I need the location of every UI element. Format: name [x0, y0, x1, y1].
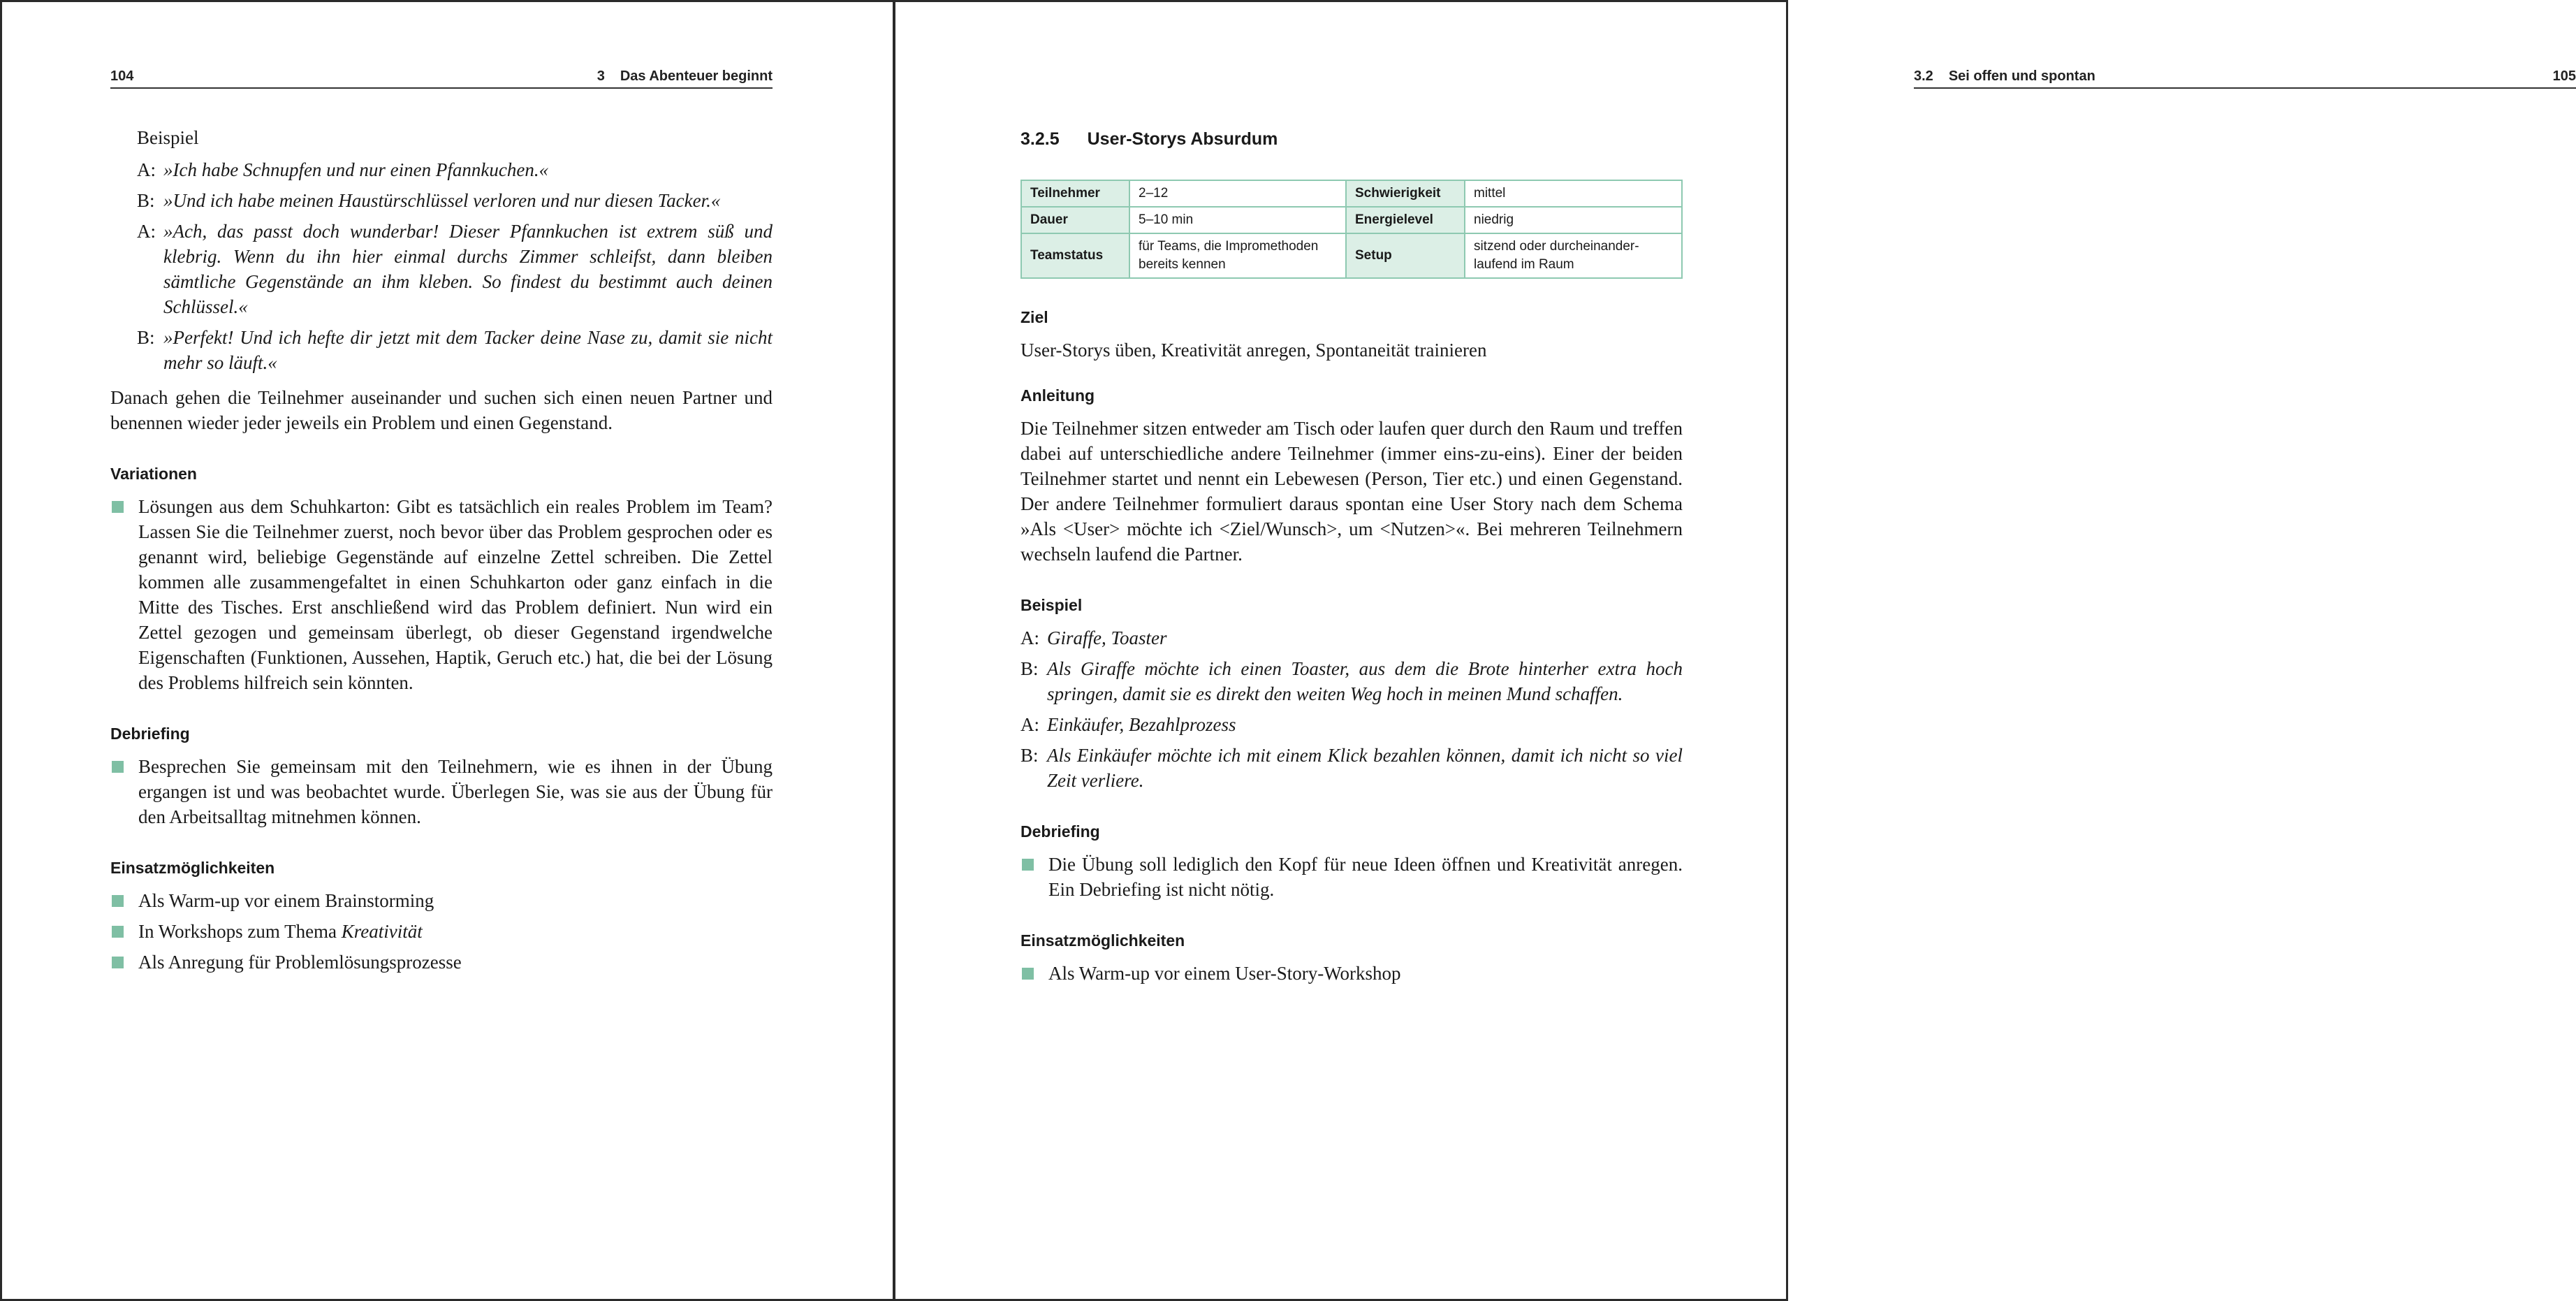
- exercise-title: [1020, 126, 1683, 152]
- bullet-square-icon: [112, 895, 124, 907]
- uses-heading: Einsatzmöglichkeiten: [110, 859, 275, 877]
- bullet-text: Als Warm-up vor einem Brainstorming: [138, 890, 434, 911]
- dialogue-text: »Und ich habe meinen Haustürschlüssel verloren und nur diesen Tacker.«: [163, 190, 721, 211]
- bullet-text-prefix: In Workshops zum Thema: [138, 921, 342, 942]
- table-value: 2–12: [1129, 180, 1346, 207]
- bullet-item: [110, 494, 773, 695]
- goal-heading: Ziel: [1020, 308, 1048, 326]
- left-content: [110, 125, 773, 980]
- instructions-heading: Anleitung: [1020, 386, 1095, 405]
- debriefing-heading: Debriefing: [110, 725, 190, 743]
- bullet-square-icon: [112, 926, 124, 938]
- table-key: Teamstatus: [1021, 233, 1129, 278]
- left-page: [0, 0, 895, 1301]
- dialogue-text: Als Einkäufer möchte ich mit einem Klick bezahlen können, damit ich nicht so viel Zeit verliere.: [1047, 745, 1683, 791]
- chapter-title: Das Abenteuer beginnt: [620, 68, 773, 84]
- table-row: [1021, 233, 1682, 278]
- dialogue-text: Giraffe, Toaster: [1047, 627, 1167, 648]
- dialogue-speaker: B:: [1020, 745, 1039, 766]
- bullet-item: [1020, 852, 1683, 902]
- dialogue-text: »Ich habe Schnupfen und nur einen Pfannkuchen.«: [163, 159, 549, 180]
- left-page-number: 104: [110, 68, 134, 84]
- section-number: 3.2: [1914, 68, 1933, 84]
- left-chapter-heading: [597, 68, 773, 85]
- bullet-item: [110, 950, 773, 975]
- bullet-square-icon: [112, 957, 124, 968]
- bullet-item: [110, 888, 773, 913]
- bullet-square-icon: [1022, 859, 1034, 871]
- dialogue-speaker: A:: [137, 159, 156, 180]
- dialogue-line: [1020, 712, 1683, 737]
- bullet-text: Als Warm-up vor einem User-Story-Workshop: [1048, 963, 1401, 984]
- goal-text: User-Storys üben, Kreativität anregen, Spontaneität trainieren: [1020, 340, 1487, 361]
- table-key: Setup: [1346, 233, 1465, 278]
- table-value: für Teams, die Impromethoden bereits kennen: [1129, 233, 1346, 278]
- dialogue-speaker: A:: [1020, 714, 1039, 735]
- dialogue-text: »Ach, das passt doch wunderbar! Dieser Pfannkuchen ist extrem süß und klebrig. Wenn du ihn hier einmal durchs Zimmer schleifst, dann bleiben sämtliche Gegenstände an ihm kleben. So findest du bestimmt auch deinen Schlüssel.«: [163, 221, 773, 317]
- dialogue-speaker: A:: [1020, 627, 1039, 648]
- dialogue-line: [137, 325, 773, 375]
- table-row: [1021, 180, 1682, 207]
- right-section-heading: [1914, 68, 2095, 85]
- variations-heading: Variationen: [110, 465, 197, 483]
- section-title: Sei offen und spontan: [1948, 68, 2095, 84]
- table-key: Dauer: [1021, 207, 1129, 233]
- bullet-text: Besprechen Sie gemeinsam mit den Teilnehmern, wie es ihnen in der Übung ergangen ist und was beobachtet wurde. Überlegen Sie, was sie aus der Übung für den Arbeitsalltag mitnehmen können.: [138, 756, 773, 827]
- dialogue-line: [137, 188, 773, 213]
- bullet-text: [138, 919, 773, 944]
- dialogue-line: [1020, 656, 1683, 706]
- right-content: [1020, 126, 1683, 991]
- bullet-text: Die Übung soll lediglich den Kopf für neue Ideen öffnen und Kreativität anregen. Ein Debriefing ist nicht nötig.: [1048, 854, 1683, 900]
- exercise-info-table: [1020, 180, 1683, 279]
- instructions-text: Die Teilnehmer sitzen entweder am Tisch oder laufen quer durch den Raum und treffen dabei auf unterschiedliche andere Teilnehmer (immer eins-zu-eins). Einer der beiden Teilnehmer startet und nennt ein Lebewesen (Person, Tier etc.) und einen Gegenstand. Der andere Teilnehmer formuliert daraus spontan eine User Story nach dem Schema »Als <User> möchte ich <Ziel/Wunsch>, um <Nutzen>«. Bei mehreren Teilnehmern wechseln laufend die Partner.: [1020, 418, 1683, 565]
- uses-heading: Einsatzmöglichkeiten: [1020, 931, 1185, 950]
- table-key: Energielevel: [1346, 207, 1465, 233]
- dialogue-text: Einkäufer, Bezahlprozess: [1047, 714, 1236, 735]
- right-page-number: 105: [2552, 68, 2576, 84]
- right-running-header: [1914, 65, 2576, 89]
- table-value: sitzend oder durcheinander-laufend im Raum: [1465, 233, 1682, 278]
- debriefing-heading: Debriefing: [1020, 822, 1100, 841]
- body-paragraph: Danach gehen die Teilnehmer auseinander und suchen sich einen neuen Partner und benennen wieder jeder jeweils ein Problem und einen Gegenstand.: [110, 387, 773, 433]
- exercise-number: 3.2.5: [1020, 129, 1060, 149]
- dialogue-line: [1020, 625, 1683, 650]
- bullet-item: [1020, 961, 1683, 986]
- table-key: Teilnehmer: [1021, 180, 1129, 207]
- bullet-item: [110, 919, 773, 944]
- dialogue-text: »Perfekt! Und ich hefte dir jetzt mit dem Tacker deine Nase zu, damit sie nicht mehr so läuft.«: [163, 327, 773, 373]
- bullet-text: Lösungen aus dem Schuhkarton: Gibt es tatsächlich ein reales Problem im Team? Lassen Sie die Teilnehmer zuerst, noch bevor über das Problem gesprochen oder es genannt wird, beliebige Gegenstände auf einzelne Zettel schreiben. Die Zettel kommen alle zusammengefaltet in einen Schuhkarton oder ganz einfach in die Mitte des Tisches. Erst anschließend wird das Problem definiert. Nun wird ein Zettel gezogen und gemeinsam überlegt, ob dieser Gegenstand irgendwelche Eigenschaften (Funktionen, Aussehen, Haptik, Geruch etc.) hat, die bei der Lösung des Problems hilfreich sein könnten.: [138, 496, 773, 693]
- chapter-number: 3: [597, 68, 605, 84]
- bullet-text: Als Anregung für Problemlösungsprozesse: [138, 952, 462, 973]
- dialogue-speaker: B:: [137, 327, 155, 348]
- exercise-name: User-Storys Absurdum: [1087, 129, 1278, 149]
- table-value: 5–10 min: [1129, 207, 1346, 233]
- example-label: Beispiel: [137, 127, 199, 148]
- dialogue-text: Als Giraffe möchte ich einen Toaster, aus dem die Brote hinterher extra hoch springen, damit sie es direkt den weiten Weg hoch in meinen Mund schaffen.: [1047, 658, 1683, 704]
- example-heading: Beispiel: [1020, 596, 1083, 614]
- bullet-item: [110, 754, 773, 829]
- dialogue-line: [1020, 743, 1683, 793]
- bullet-square-icon: [112, 501, 124, 513]
- dialogue-speaker: B:: [137, 190, 155, 211]
- bullet-text-emphasis: Kreativität: [341, 921, 423, 942]
- bullet-square-icon: [112, 761, 124, 773]
- dialogue-line: [137, 157, 773, 182]
- dialogue-speaker: B:: [1020, 658, 1039, 679]
- right-page: [893, 0, 2576, 1301]
- left-running-header: [110, 65, 773, 89]
- table-row: [1021, 207, 1682, 233]
- bullet-square-icon: [1022, 968, 1034, 980]
- table-value: mittel: [1465, 180, 1682, 207]
- table-key: Schwierigkeit: [1346, 180, 1465, 207]
- dialogue-speaker: A:: [137, 221, 156, 242]
- table-value: niedrig: [1465, 207, 1682, 233]
- dialogue-line: [137, 219, 773, 319]
